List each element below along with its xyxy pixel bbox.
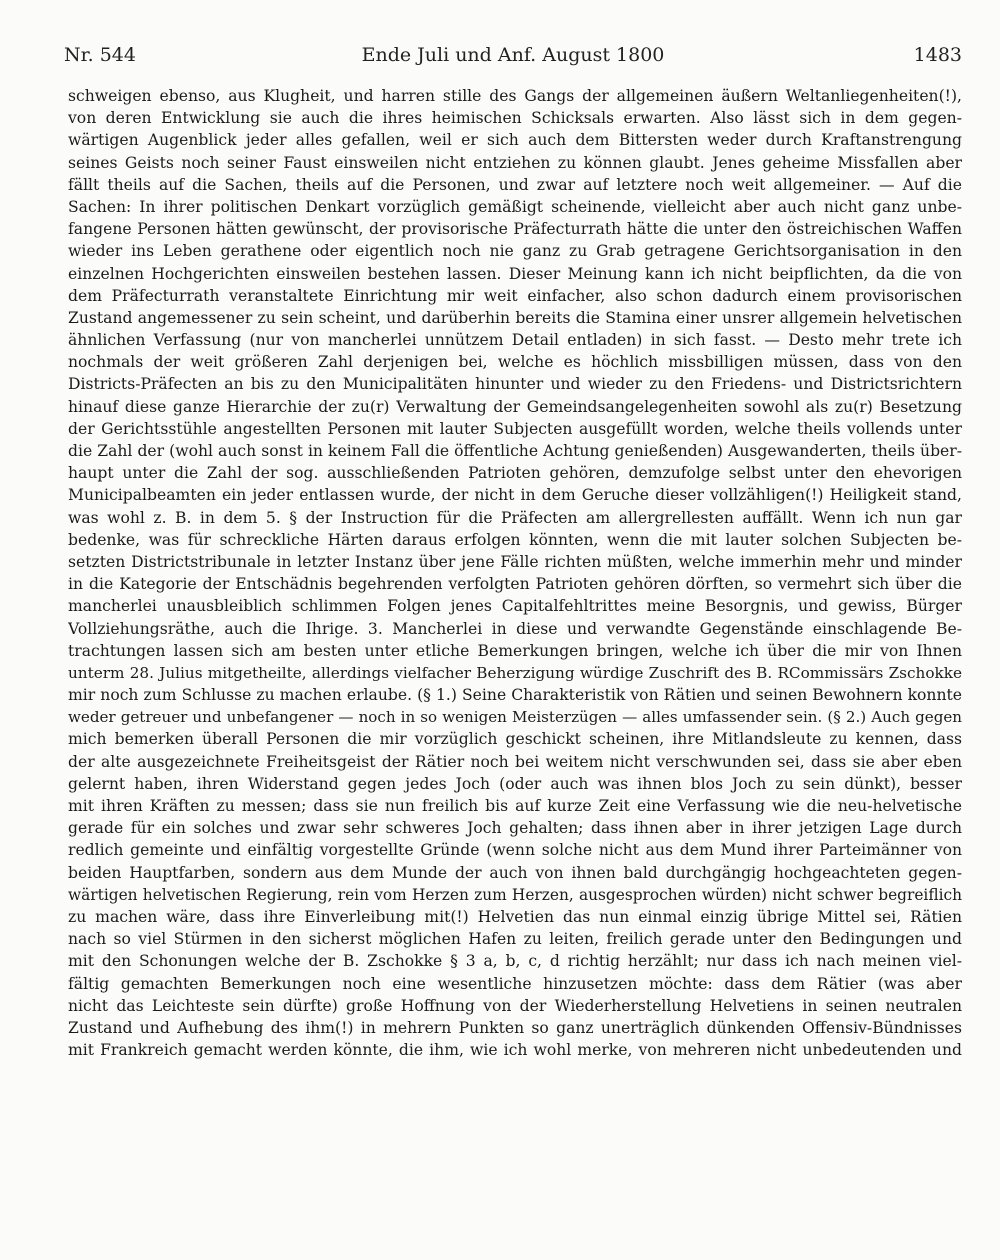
text-line: nicht das Leichteste sein dürfte) große Hoffnung von der Wiederherstellung Helvetiens in seinen neutralen [68,996,962,1015]
text-line: fällt theils auf die Sachen, theils auf die Personen, und zwar auf letztere noch weit allgemeiner. — Auf die [68,175,962,194]
text-line: beiden Hauptfarben, sondern aus dem Munde der auch von ihnen bald durchgängig hochgeachteten gegen- [68,863,962,882]
text-line: mancherlei unausbleiblich schlimmen Folgen jenes Capitalfehltrittes meine Besorgnis, und gewiss, Bürger [68,597,962,616]
text-line: gelernt haben, ihren Widerstand gegen jedes Joch (oder auch was ihnen blos Joch zu sein dünkt), besser [68,774,962,793]
text-line: seines Geists noch seiner Faust einsweilen nicht entziehen zu können glaubt. Jenes geheime Missfallen aber [68,153,962,172]
text-line: mich bemerken überall Personen die mir vorzüglich geschickt scheinen, ihre Mitlandsleute zu kennen, dass [68,730,962,749]
text-line: ähnlichen Verfassung (nur von mancherlei unnützem Detail entladen) in sich fasst. — Desto mehr trete ich [68,331,962,350]
text-line: bedenke, was für schreckliche Härten daraus erfolgen könnten, wenn die mit lauter solchen Subjecten be- [68,530,962,549]
running-header [64,44,962,72]
text-line: schweigen ebenso, aus Klugheit, und harren stille des Gangs der allgemeinen äußern Weltanliegenheiten(!), [68,87,962,105]
text-line: in die Kategorie der Entschädnis begehrenden verfolgten Patrioten gehören dörften, so vermehrt sich über die [68,575,962,594]
running-title: Ende Juli und Anf. August 1800 [361,44,665,66]
text-line: nochmals der weit größeren Zahl derjenigen bei, welche es höchlich missbilligen müssen, dass von den [68,353,962,372]
text-line: dem Präfecturrath veranstaltete Einrichtung mir weit einfacher, also schon dadurch einem provisorischen [68,286,962,305]
text-line: Districts-Präfecten an bis zu den Municipalitäten hinunter und wieder zu den Friedens- und Districtsrichtern [68,375,962,394]
text-line: unterm 28. Julius mitgetheilte, allerdings vielfacher Beherzigung würdige Zuschrift des B. RCommissärs Zschokke [68,663,962,682]
body-text [68,85,962,1083]
text-line: Zustand angemessener zu sein scheint, und darüberhin bereits die Stamina einer unsrer allgemein helvetischen [68,308,962,327]
text-line: gerade für ein solches und zwar sehr schweres Joch gehalten; dass ihnen aber in ihrer jetzigen Lage durch [68,819,962,838]
text-line: mit den Schonungen welche der B. Zschokke § 3 a, b, c, d richtig herzählt; nur dass ich nach meinen viel- [68,952,962,971]
text-line: nach so viel Stürmen in den sicherst möglichen Hafen zu leiten, freilich gerade unter den Bedingungen und [68,930,962,949]
document-number: Nr. 544 [64,44,136,66]
text-line: setzten Districtstribunale in letzter Instanz über jene Fälle richten müßten, welche immerhin mehr und minder [68,552,962,571]
text-line: Zustand und Aufhebung des ihm(!) in mehrern Punkten so ganz unerträglich dünkenden Offensiv-Bündnisses [68,1018,962,1037]
text-line [68,1061,962,1083]
text-line: mit ihren Kräften zu messen; dass sie nun freilich bis auf kurze Zeit eine Verfassung wie die neu-helvetische [68,797,962,815]
text-line: fältig gemachten Bemerkungen noch eine wesentliche hinzusetzen möchte: dass dem Rätier (was aber [68,974,962,993]
text-line: Municipalbeamten ein jeder entlassen wurde, der nicht in dem Geruche dieser vollzähligen(!) Heiligkeit stand, [68,486,962,505]
text-line: der alte ausgezeichnete Freiheitsgeist der Rätier noch bei weitem nicht verschwunden sei, dass sie aber eben [68,752,962,771]
text-line: der Gerichtsstühle angestellten Personen mit lauter Subjecten ausgefüllt worden, welche theils vollends unter [68,419,962,438]
text-line: redlich gemeinte und einfältig vorgestellte Gründe (wenn solche nicht aus dem Mund ihrer Parteimänner von [68,841,962,860]
text-line: einzelnen Hochgerichten einsweilen bestehen lassen. Dieser Meinung kann ich nicht beipflichten, da die von [68,264,962,283]
text-line: Vollziehungsräthe, auch die Ihrige. 3. Mancherlei in diese und verwandte Gegenstände einschlagende Be- [68,619,962,638]
text-line: mir noch zum Schlusse zu machen erlaube. (§ 1.) Seine Charakteristik von Rätien und seinen Bewohnern konnte [68,686,962,705]
text-line: Sachen: In ihrer politischen Denkart vorzüglich gemäßigt scheinende, vielleicht aber auch nicht ganz unbe- [68,197,962,216]
text-line: was wohl z. B. in dem 5. § der Instruction für die Präfecten am allergrellesten auffällt. Wenn ich nun gar [68,508,962,527]
text-line: zu machen wäre, dass ihre Einverleibung mit(!) Helvetien das nun einmal einzig übrige Mittel sei, Rätien [68,907,962,926]
text-line: trachtungen lassen sich am besten unter etliche Bemerkungen bringen, welche ich über die mir von Ihnen [68,641,962,660]
page-number: 1483 [913,44,962,66]
text-line: wärtigen Augenblick jeder alles gefallen, weil er sich auch dem Bittersten weder durch Kraftanstrengung [68,131,962,150]
text-line: von deren Entwicklung sie auch die ihres heimischen Schicksals erwarten. Also lässt sich in dem gegen- [68,109,962,128]
text-line: hinauf diese ganze Hierarchie der zu(r) Verwaltung der Gemeindsangelegenheiten sowohl als zu(r) Besetzung [68,397,962,416]
text-line: haupt unter die Zahl der sog. ausschließenden Patrioten gehören, demzufolge selbst unter den ehevorigen [68,464,962,483]
text-line: mit Frankreich gemacht werden könnte, die ihm, wie ich wohl merke, von mehreren nicht unbedeutenden und [68,1041,962,1060]
text-line: fangene Personen hätten gewünscht, der provisorische Präfecturrath hätte die unter den östreichischen Waffen [68,220,962,239]
text-line: die Zahl der (wohl auch sonst in keinem Fall die öffentliche Achtung genießenden) Ausgewanderten, theils über- [68,442,962,460]
text-line: weder getreuer und unbefangener — noch in so wenigen Meisterzügen — alles umfassender sein. (§ 2.) Auch gegen [68,708,962,727]
text-line: wieder ins Leben gerathene oder eigentlich noch nie ganz zu Grab getragene Gerichtsorganisation in den [68,242,962,261]
text-line: wärtigen helvetischen Regierung, rein vom Herzen zum Herzen, ausgesprochen würden) nicht schwer begreiflich [68,885,962,904]
